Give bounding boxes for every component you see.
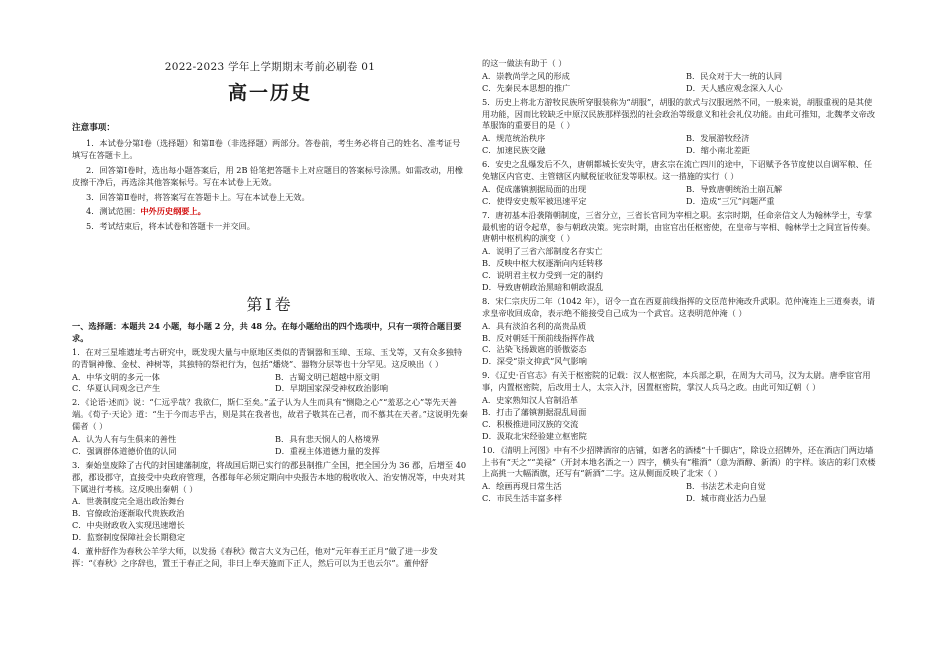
option-d[interactable]: D．导致唐朝政治黑暗和朝政混乱 [482,282,604,293]
option-d[interactable]: D．监察制度保障社会长期稳定 [72,532,186,543]
question-10-options [482,481,880,505]
question-4-stem: 4．董仲舒作为春秋公羊学大师，以发扬《春秋》微言大义为己任，他对“元年春王正月”做了进一步发挥：“《春秋》之序辞也，置王于春正之间，非曰上奉天施而下正人，然后可以为王也云尔”。董仲舒 [72,546,438,568]
section-title: 第Ⅰ卷 [246,295,294,314]
question-7-options [482,246,880,294]
option-c[interactable]: C．加速民族交融 [482,145,546,156]
option-a[interactable]: A．规范统治秩序 [482,133,546,144]
option-c[interactable]: C．先秦民本思想的推广 [482,82,571,93]
notice-item: 2．回答第Ⅰ卷时，选出每小题答案后，用 2B 铅笔把答题卡上对应题目的答案标号涂黑。如需改动，用橡皮擦干净后，再选涂其他答案标号。写在本试卷上无效。 [72,164,463,187]
option-b[interactable]: B．古蜀文明已超越中原文明 [275,371,380,382]
notice-item-scope [72,206,468,218]
option-c[interactable]: C．市民生活丰富多样 [482,493,562,504]
question-9-options [482,395,880,443]
question-5-stem: 5．历史上将北方游牧民族所穿服装称为“胡服”，胡服的款式与汉服迥然不同，一般来说，胡服重视的是其使用功能，因而比较缺乏中原汉民族那样强烈的社会政治等级意义和社会礼仪功能。由此可推知，北魏孝文帝改革服饰的重要目的是（ ） [482,96,876,131]
question-4-options [482,71,880,95]
option-c[interactable]: C．积极推进同汉族的交流 [482,418,579,429]
question-8-options [482,321,880,369]
question-1-options [72,372,468,396]
option-b[interactable]: B．民众对于大一统的认同 [686,70,783,81]
option-c[interactable]: C．强调群体道德价值的认同 [72,445,177,456]
doc-title: 2022-2023 学年上学期期末考前必刷卷 01 [164,61,376,73]
option-c[interactable]: C．中央财政收入实现迅速增长 [72,520,185,531]
option-a[interactable]: A．说明了三省六部制度名存实亡 [482,246,603,257]
option-c[interactable]: C．使得安史叛军被迅速平定 [482,195,587,206]
option-a[interactable]: A．促成藩镇割据局面的出现 [482,183,587,194]
option-a[interactable]: A．史家熟知汉人官制沿革 [482,395,578,406]
question-9-stem: 9．《辽史·百官志》有关于枢密院的记载：汉人枢密院，本兵部之职，在周为大司马，汉为太尉。唐季宦官用事，内置枢密院，后改用士人，太宗入汴，因置枢密院，掌汉人兵马之政。由此可知辽朝（ ） [482,370,871,393]
option-d[interactable]: D．重视主体道德力量的发挥 [275,445,380,456]
part-heading: 一、选择题：本题共 24 小题，每小题 2 分，共 48 分。在每小题给出的四个选项中，只有一项符合题目要求。 [72,321,462,343]
question-10-stem: 10．《清明上河图》中有不少招牌酒帘的店铺，如著名的酒楼“十千脚店”，除设立招牌外，还在酒店门两边墙上书有“天之”“美禄”（开封本地名酒之一）四字，横头有“稚酒”（意为酒醇、新酒）的字样。该店的彩门欢楼上高挑一大幅酒旗，还写有“新酒”二字。这从侧面反映了北宋（ ） [482,444,876,479]
question-4-stem-tail: 的这一做法有助于（ ） [482,58,567,68]
question-1-stem: 1．在对三星堆遗址考古研究中，既发现大量与中原地区类似的青铜器和玉璋、玉琮、玉戈等，又有众多独特的青铜神像、金杖、神树等，其独特的祭祀行为，包括“燔烧”、器物分层等也十分罕见。这反映出（ ） [72,346,463,369]
option-a[interactable]: A．世袭制度完全退出政治舞台 [72,496,185,507]
option-a[interactable]: A．中华文明的多元一体 [72,371,160,382]
question-6-stem: 6．安史之乱爆发后不久，唐朝都城长安失守，唐玄宗在流亡四川的途中，下诏赋予各节度使以自调军粮、任免辖区内官吏、主管辖区内赋税征收征发等职权。这一措施的实行（ ） [482,159,873,182]
notice-heading: 注意事项： [72,123,115,133]
notice-item: 1．本试卷分第Ⅰ卷（选择题）和第Ⅱ卷（非选择题）两部分。答卷前，考生务必将自己的姓名、准考证号填写在答题卡上。 [72,138,461,160]
question-7-stem: 7．唐初基本沿袭隋朝制度，三省分立，三省长官同为宰相之职。玄宗时期，任命亲信文人为翰林学士，专掌最机密的诏令起草，参与朝政决策。宪宗时期，由宦官出任枢密使，在皇帝与宰相、翰林学士之间宣旨传奏。唐朝中枢机构的演变（ ） [482,209,876,244]
option-b[interactable]: B．反映中枢大权逐渐向内廷转移 [482,258,603,269]
notice-scope-value: 中外历史纲要上。 [140,206,206,217]
option-b[interactable]: B．反对朝廷干预前线指挥作战 [482,332,595,343]
option-b[interactable]: B．书法艺术走向自觉 [686,481,766,492]
option-a[interactable]: A．崇教尚学之风的形成 [482,70,570,81]
question-3-stem: 3．秦始皇废除了古代的封国建藩制度，将战国后期已实行的郡县制推广全国，把全国分为 36 郡，后增至 40 郡，郡设郡守，直接受中央政府管理，各郡每年必须定期向中央报告本地的税收收入、治安情况等，中央对其下属进行考核。这反映出秦朝（ ） [72,459,467,494]
option-d[interactable]: D．深受“崇文抑武”风气影响 [482,356,587,367]
option-a[interactable]: A．认为人有与生俱来的善性 [72,434,177,445]
option-d[interactable]: D．汲取北宋经验建立枢密院 [482,430,587,441]
notice-item: 5．考试结束后，将本试卷和答题卡一并交回。 [86,221,255,232]
option-d[interactable]: D．缩小南北差距 [686,145,750,156]
option-b[interactable]: B．导致唐朝统治土崩瓦解 [686,183,783,194]
question-2-stem: 2．《论语·述而》说：“仁远乎哉？我欲仁，斯仁至矣。”孟子认为人生而具有“恻隐之心”“羞恶之心”等先天善端。《荀子·天论》道：“生于今而志乎古，则是其在我者也，故君子敬其在己者，而不慕其在天者。”这说明先秦儒者（ ） [72,397,468,432]
option-a[interactable]: A．绘画再现日常生活 [482,481,562,492]
question-6-options [482,184,880,208]
question-2-options [72,434,468,458]
question-5-options [482,133,880,157]
notice-list [72,138,468,236]
option-b[interactable]: B．打击了藩镇割据混乱局面 [482,406,587,417]
notice-scope-label: 4．测试范围： [86,206,141,217]
option-b[interactable]: B．具有悲天悯人的人格境界 [275,434,380,445]
option-d[interactable]: D．早期国家深受神权政治影响 [275,383,389,394]
left-questions [72,321,468,571]
option-c[interactable]: C．华夏认同观念已产生 [72,383,161,394]
option-a[interactable]: A．具有淡泊名利的高贵品质 [482,320,587,331]
option-d[interactable]: D．天人感应观念深入人心 [686,82,783,93]
option-c[interactable]: C．沾染飞扬跋扈的骄傲姿态 [482,344,587,355]
question-8-stem: 8．宋仁宗庆历二年（1042 年），诏令一直在西夏前线指挥的文臣范仲淹改升武职。范仲淹连上三道奏表，请求皇帝收回成命，表示绝不能接受自己成为一个武官。这表明范仲淹（ ） [482,295,875,318]
question-3-options [72,496,468,544]
right-questions [482,58,880,507]
subject-title: 高一历史 [227,82,312,104]
option-c[interactable]: C．说明君主权力受到一定的制约 [482,270,603,281]
option-b[interactable]: B．发展游牧经济 [686,133,750,144]
option-b[interactable]: B．官僚政治逐渐取代贵族政治 [72,508,185,519]
notice-item: 3．回答第Ⅱ卷时，将答案写在答题卡上。写在本试卷上无效。 [86,191,310,202]
option-d[interactable]: D．造成“三冗”问题严重 [686,195,775,206]
option-d[interactable]: D．城市商业活力凸显 [686,493,767,504]
